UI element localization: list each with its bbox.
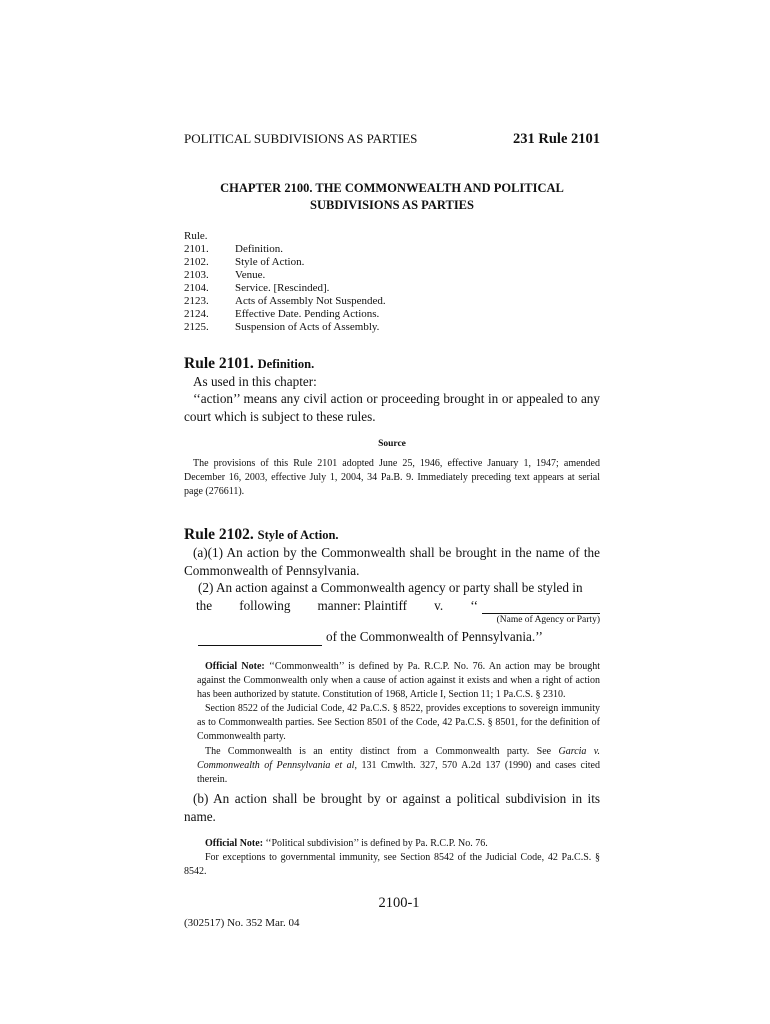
official-note-text-3a: The Commonwealth is an entity distinct from a Commonwealth party. See (205, 745, 552, 757)
rule-2101-heading (184, 354, 600, 373)
chapter-title-line2: SUBDIVISIONS AS PARTIES (310, 197, 474, 212)
rule-2101-paragraph-2: ‘‘action’’ means any civil action or proceeding brought in or appealed to any court which is subject to these rules. (184, 391, 600, 424)
style-of-action-line (184, 598, 600, 615)
official-note-commonwealth (197, 660, 600, 788)
rule-2102-title: Style of Action. (257, 528, 339, 543)
toc-title: Definition. (235, 242, 283, 255)
official-note-text-1: ‘‘Commonwealth’’ is defined by Pa. R.C.P. No. 76. An action may be brought against the Commonwealth only when a cause of action against it exists and when a right of action has been authorized by statute. Constitution of 1968, Article I, Section 11; 1 Pa.C.S. § 2310. (197, 660, 600, 700)
style-continuation-text: of the Commonwealth of Pennsylvania.’’ (326, 629, 543, 645)
official-note-text-2: Section 8522 of the Judicial Code, 42 Pa.C.S. § 8522, provides exceptions to sovereign immunity as to Commonwealth parties. See Section 8501 of the Code, 42 Pa.C.S. § 8501, for the definition of Commonwealth party. (197, 703, 600, 743)
toc-number: 2124. (184, 307, 209, 320)
official-note-text-3b: , 131 Cmwlth. 327, 570 A.2d 137 (1990) and cases cited therein. (197, 759, 600, 786)
official-note-label: Official Note: (205, 660, 265, 672)
toc-number: 2125. (184, 320, 209, 333)
rule-2101-number: Rule 2101. (184, 354, 254, 372)
style-word-manner: manner: Plaintiff (317, 597, 408, 613)
style-word-the: the (196, 597, 213, 613)
rule-2102-number: Rule 2102. (184, 526, 254, 544)
official-note2-text-1: ‘‘Political subdivision’’ is defined by Pa. R.C.P. No. 76. (265, 838, 488, 850)
document-page (184, 130, 600, 931)
toc-row (184, 308, 600, 321)
toc-number: 2104. (184, 281, 209, 294)
rule-2102-a1: (a)(1) An action by the Commonwealth shall be brought in the name of the Commonwealth of Pennsylvania. (184, 545, 600, 578)
toc-row (184, 269, 600, 282)
toc-title: Effective Date. Pending Actions. (235, 307, 380, 320)
toc-title: Venue. (235, 268, 266, 281)
style-word-v: v. (434, 597, 444, 613)
case-citation: Garcia v. Commonwealth of Pennsylvania et al (197, 745, 600, 771)
official-note-label-2: Official Note: (205, 838, 264, 850)
header-rule-number: 231 Rule 2101 (513, 131, 600, 147)
rule-table-of-contents (184, 230, 600, 334)
page-number: 2100-1 (378, 894, 420, 911)
party-name-blank (198, 631, 322, 646)
official-note2-text-2: For exceptions to governmental immunity, see Section 8542 of the Judicial Code, 42 Pa.C.S. § 8542. (184, 852, 600, 878)
header-section-title: POLITICAL SUBDIVISIONS AS PARTIES (184, 131, 418, 146)
rule-2102-a2: (2) An action against a Commonwealth agency or party shall be styled in (198, 580, 583, 596)
toc-number: 2101. (184, 242, 209, 255)
toc-row (184, 243, 600, 256)
rule-2101-paragraph-1: As used in this chapter: (193, 373, 317, 389)
agency-caption: (Name of Agency or Party) (496, 615, 600, 626)
toc-title: Suspension of Acts of Assembly. (235, 320, 380, 333)
toc-row (184, 295, 600, 308)
chapter-title-line1: CHAPTER 2100. THE COMMONWEALTH AND POLITICAL (220, 181, 564, 195)
style-continuation (198, 629, 600, 646)
toc-number: 2123. (184, 294, 209, 307)
official-note-political-subdivision (184, 837, 600, 880)
toc-row (184, 256, 600, 269)
rule-2101-title: Definition. (257, 356, 315, 371)
toc-title: Style of Action. (235, 255, 305, 268)
rule-2102-b: (b) An action shall be brought by or against a political subdivision in its name. (184, 791, 600, 824)
running-header (184, 130, 600, 158)
footer-serial-code: (302517) No. 352 Mar. 04 (184, 916, 300, 929)
toc-title: Service. [Rescinded]. (235, 281, 330, 294)
toc-row (184, 321, 600, 334)
style-word-following: following (239, 597, 291, 613)
rule-2102-heading (184, 525, 600, 544)
style-open-quote: ‘‘ (470, 597, 479, 613)
source-heading: Source (378, 439, 406, 450)
toc-title: Acts of Assembly Not Suspended. (235, 294, 386, 307)
toc-label: Rule. (184, 229, 208, 242)
source-text: The provisions of this Rule 2101 adopted June 25, 1946, effective January 1, 1947; amended December 16, 2003, effective July 1, 2004, 34 Pa.B. 9. Immediately preceding text appears at serial page (276611). (184, 458, 600, 498)
toc-row (184, 282, 600, 295)
chapter-title (184, 180, 600, 214)
agency-name-blank (482, 599, 600, 614)
toc-number: 2102. (184, 255, 209, 268)
toc-number: 2103. (184, 268, 209, 281)
